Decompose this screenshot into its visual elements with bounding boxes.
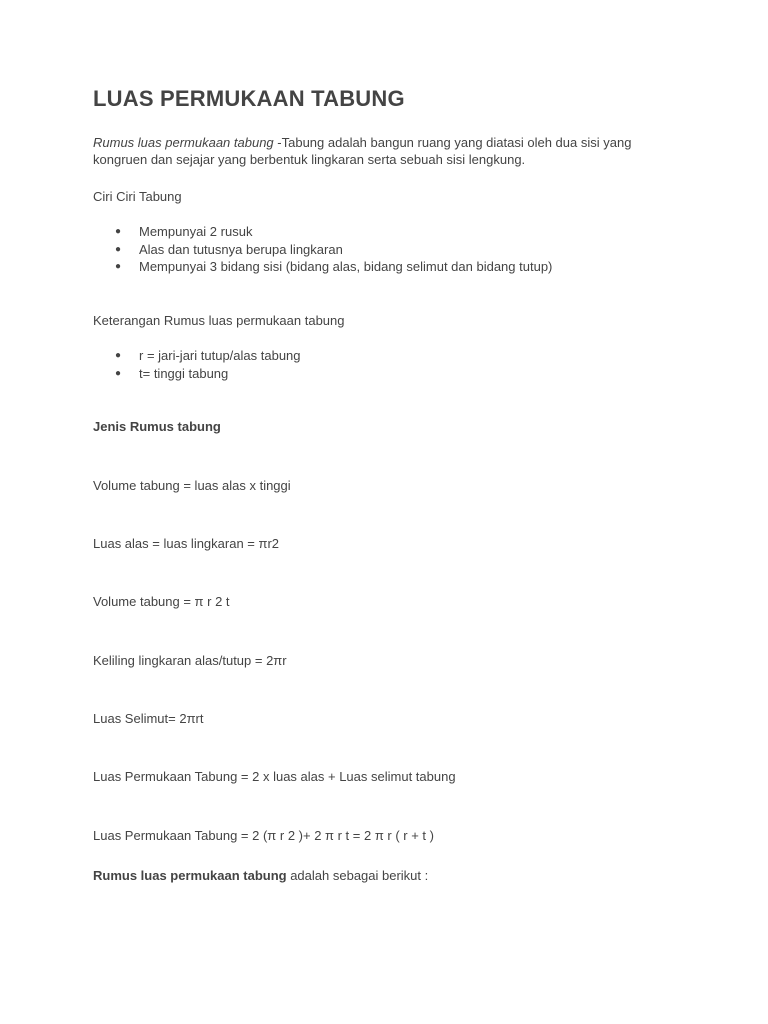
list-item-text: Mempunyai 2 rusuk <box>139 224 253 239</box>
bullet-icon: ● <box>115 350 122 361</box>
formula-line: Luas alas = luas lingkaran = πr2 <box>93 536 280 551</box>
bullet-icon: ● <box>115 226 122 237</box>
jenis-heading: Jenis Rumus tabung <box>93 419 221 434</box>
ciri-list <box>93 223 552 276</box>
page-title: LUAS PERMUKAAN TABUNG <box>93 86 405 111</box>
formula-line: Keliling lingkaran alas/tutup = 2πr <box>93 653 287 668</box>
keterangan-list <box>93 347 301 382</box>
closing-paragraph <box>93 867 428 884</box>
bullet-icon: ● <box>115 367 122 379</box>
formula-line: Luas Permukaan Tabung = 2 (π r 2 )+ 2 π r t = 2 π r ( r + t ) <box>93 828 434 843</box>
list-item-text: r = jari-jari tutup/alas tabung <box>139 348 301 363</box>
intro-text: -Tabung adalah bangun ruang yang diatasi oleh dua sisi yang kongruen dan sejajar yang berbentuk lingkaran serta sebuah sisi lengkung. <box>93 135 632 167</box>
closing-bold: Rumus luas permukaan tabung <box>93 868 287 883</box>
keterangan-heading: Keterangan Rumus luas permukaan tabung <box>93 313 345 328</box>
list-item <box>93 241 552 259</box>
closing-text: adalah sebagai berikut : <box>286 868 429 883</box>
formula-line: Volume tabung = π r 2 t <box>93 594 230 609</box>
ciri-heading: Ciri Ciri Tabung <box>93 189 182 204</box>
intro-paragraph <box>93 134 683 168</box>
list-item-text: t= tinggi tabung <box>139 365 229 381</box>
bullet-icon: ● <box>115 243 122 255</box>
list-item <box>93 223 552 241</box>
formula-line: Luas Selimut= 2πrt <box>93 711 204 726</box>
intro-italic-term: Rumus luas permukaan tabung <box>93 135 274 150</box>
formula-line: Volume tabung = luas alas x tinggi <box>93 478 291 493</box>
list-item-text: Alas dan tutusnya berupa lingkaran <box>139 241 343 257</box>
formula-line: Luas Permukaan Tabung = 2 x luas alas + Luas selimut tabung <box>93 769 456 784</box>
list-item-text: Mempunyai 3 bidang sisi (bidang alas, bidang selimut dan bidang tutup) <box>139 259 553 274</box>
list-item <box>93 365 301 383</box>
list-item <box>93 347 301 365</box>
list-item <box>93 258 552 276</box>
bullet-icon: ● <box>115 261 122 272</box>
